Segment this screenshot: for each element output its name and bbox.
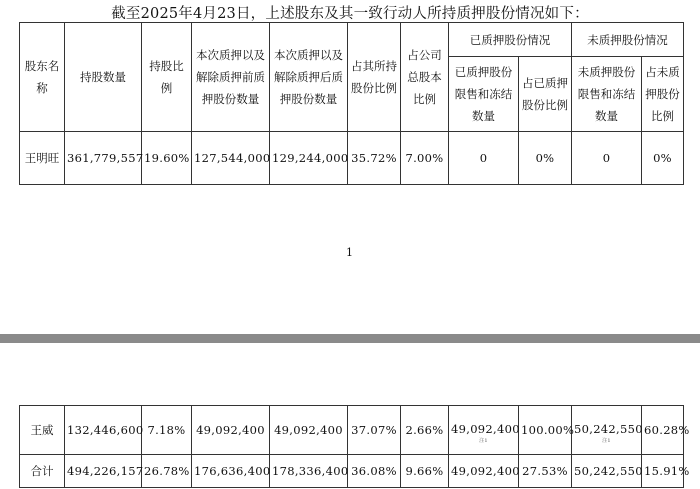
cell-pledged-ratio: 100.00%: [519, 406, 572, 455]
cell-holding-ratio: 19.60%: [142, 132, 192, 185]
header-shares-held: 持股数量: [65, 23, 142, 132]
cell-pct-of-holding: 35.72%: [348, 132, 401, 185]
cell-unpledged-restricted: 50,242,550: [572, 455, 642, 488]
pledged-restricted-value: 49,092,400: [451, 421, 520, 436]
header-holding-ratio: 持股比例: [142, 23, 192, 132]
header-pledged-after: 本次质押以及解除质押后质押股份数量: [270, 23, 348, 132]
cell-pledged-restricted: 49,092,400: [449, 455, 519, 488]
table-row: [20, 406, 684, 455]
document-title: 截至2025年4月23日，上述股东及其一致行动人所持质押股份情况如下：: [111, 6, 589, 22]
cell-name: 王明旺: [20, 132, 65, 185]
header-pledged-ratio: 占已质押股份比例: [519, 57, 572, 132]
header-pledged-restricted: 已质押股份限售和冻结数量: [449, 57, 519, 132]
page-separator: [0, 334, 700, 343]
cell-pct-of-total: 7.00%: [401, 132, 449, 185]
header-pct-of-holding: 占其所持股份比例: [348, 23, 401, 132]
cell-shares: 132,446,600: [65, 406, 142, 455]
cell-holding-ratio: 26.78%: [142, 455, 192, 488]
unpledged-restricted-value: 50,242,550: [574, 421, 643, 436]
cell-shares: 494,226,157: [65, 455, 142, 488]
cell-pledged-before: 49,092,400: [192, 406, 270, 455]
cell-pledged-restricted: [449, 406, 519, 455]
table-row: [20, 132, 684, 185]
table-row-total: [20, 455, 684, 488]
header-unpledged-group: 未质押股份情况: [572, 23, 684, 57]
cell-pledged-before: 176,636,400: [192, 455, 270, 488]
cell-unpledged-ratio: 0%: [642, 132, 684, 185]
header-unpledged-restricted: 未质押股份限售和冻结数量: [572, 57, 642, 132]
cell-unpledged-restricted: [572, 406, 642, 455]
cell-pledged-ratio: 0%: [519, 132, 572, 185]
pledge-table-header-page: [19, 22, 684, 185]
cell-name: 王威: [20, 406, 65, 455]
cell-pct-of-holding: 37.07%: [348, 406, 401, 455]
cell-pct-of-total: 9.66%: [401, 455, 449, 488]
footnote-marker: 注1: [479, 437, 488, 444]
cell-pledged-after: 129,244,000: [270, 132, 348, 185]
cell-pledged-restricted: 0: [449, 132, 519, 185]
cell-pct-of-total: 2.66%: [401, 406, 449, 455]
header-unpledged-ratio: 占未质押股份比例: [642, 57, 684, 132]
cell-unpledged-ratio: 15.91%: [642, 455, 684, 488]
cell-pledged-after: 178,336,400: [270, 455, 348, 488]
header-pledged-before: 本次质押以及解除质押前质押股份数量: [192, 23, 270, 132]
cell-pct-of-holding: 36.08%: [348, 455, 401, 488]
footnote-marker: 注1: [602, 437, 611, 444]
cell-name: 合计: [20, 455, 65, 488]
cell-shares: 361,779,557: [65, 132, 142, 185]
header-pct-of-total: 占公司总股本比例: [401, 23, 449, 132]
page-number: 1: [346, 246, 353, 259]
cell-pledged-before: 127,544,000: [192, 132, 270, 185]
cell-pledged-ratio: 27.53%: [519, 455, 572, 488]
header-pledged-group: 已质押股份情况: [449, 23, 572, 57]
cell-unpledged-ratio: 60.28%: [642, 406, 684, 455]
cell-unpledged-restricted: 0: [572, 132, 642, 185]
cell-holding-ratio: 7.18%: [142, 406, 192, 455]
pledge-table-continuation: [19, 405, 690, 488]
cell-pledged-after: 49,092,400: [270, 406, 348, 455]
header-holder-name: 股东名称: [20, 23, 65, 132]
